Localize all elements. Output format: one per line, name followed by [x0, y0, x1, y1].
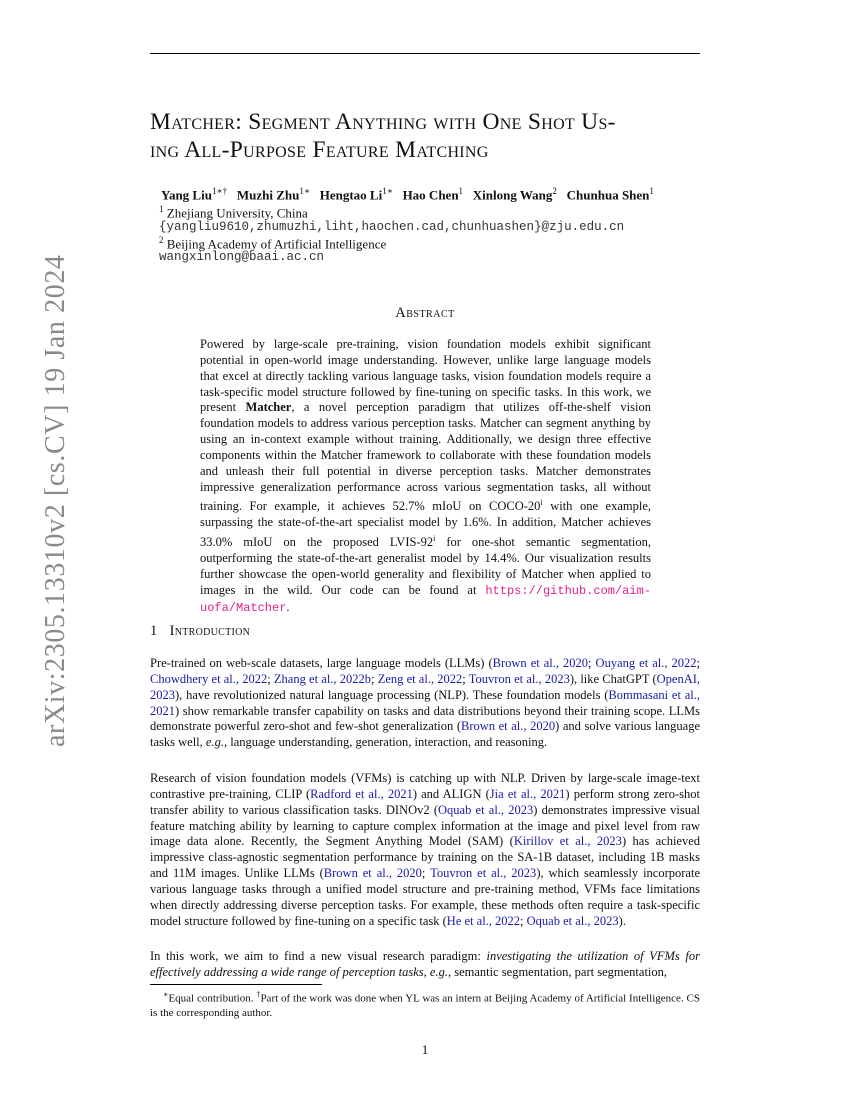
abstract-heading: Abstract	[395, 305, 455, 321]
body-text: ) demonstrates impressive visual feature matching ability by learning to capture complex information at the image and pixel level from raw image data alone. Recently, the Segment Anything Model (SAM) (	[150, 802, 700, 849]
body-text: In this work, we aim to find a new visual research paradigm:	[150, 949, 487, 963]
author-sup: 1∗	[299, 186, 310, 196]
citation-link[interactable]: OpenAI, 2023	[150, 671, 701, 702]
author-sup: 1∗	[382, 186, 393, 196]
footnote-rule	[150, 984, 322, 985]
author: Chunhua Shen	[566, 187, 650, 203]
author: Yang Liu	[161, 187, 212, 203]
author: Xinlong Wang	[472, 187, 553, 203]
author-sup: 2	[552, 186, 557, 196]
intro-paragraph-3	[150, 949, 700, 981]
title-line-1: Matcher: Segment Anything with One Shot Us-	[150, 109, 616, 135]
citation-link[interactable]: Bommasani et al., 2021	[150, 687, 700, 718]
body-text: ) has achieved impressive class-agnostic segmentation performance by training on the SA-1B dataset, including 1B masks and 11M images. Unlike LLMs (	[150, 834, 701, 881]
abstract-text: Powered by large-scale pre-training, vision foundation models exhibit significant potential in open-world image understanding. However, unlike large language models that excel at directly tackling various language tasks, vision foundation models require a task-specific model structure followed by fine-tuning on specific tasks. In this work, we present	[200, 337, 651, 415]
arxiv-stamp: arXiv:2305.13310v2 [cs.CV] 19 Jan 2024	[40, 254, 71, 747]
footnote	[150, 988, 700, 1020]
footnote-mark: ∗	[163, 990, 169, 999]
method-name: Matcher	[245, 400, 292, 415]
affiliation-email-2: wangxinlong@baai.ac.cn	[159, 250, 325, 264]
paper-title	[150, 108, 710, 164]
body-text: ) and ALIGN (	[412, 786, 490, 801]
citation-link[interactable]: Chowdhery et al., 2022	[150, 671, 268, 686]
body-text: ;	[371, 671, 378, 686]
body-text: Research of vision foundation models (VFMs) is catching up with NLP. Driven by large-scale image-text contrastive pre-training, CLIP (	[150, 771, 700, 801]
page-number: 1	[421, 1042, 429, 1057]
abstract-text: , a novel perception paradigm that utilizes off-the-shelf vision foundation models to address various perception tasks. Matcher can segment anything by using an in-context example without training. Additionally, we design three effective components within the Matcher framework to collaborate with these foundation models and unleash their full potential in diverse perception tasks. Matcher demonstrates impressive generalization performance across various segmentation tasks, all without training. For example, it achieves 52.7% mIoU on COCO-20	[200, 400, 651, 514]
body-text: e.g.	[429, 964, 448, 979]
citation-link[interactable]: Oquab et al., 2023	[438, 802, 534, 817]
body-text: ;	[462, 671, 469, 686]
affiliation-sup: 1	[159, 204, 164, 214]
citation-link[interactable]: Brown et al., 2020	[461, 719, 556, 734]
citation-link[interactable]: Brown et al., 2020	[492, 656, 589, 670]
author-sup: 1	[649, 186, 654, 196]
top-rule	[150, 53, 700, 54]
affiliation-email-1: {yangliu9610,zhumuzhi,liht,haochen.cad,chunhuashen}@zju.edu.cn	[159, 220, 625, 234]
author: Hengtao Li	[319, 187, 383, 203]
citation-link[interactable]: Oquab et al., 2023	[526, 913, 619, 928]
body-text: , semantic segmentation, part segmentation,	[447, 964, 668, 979]
citation-link[interactable]: Kirillov et al., 2023	[513, 834, 622, 849]
citation-link[interactable]: Zhang et al., 2022b	[273, 671, 372, 686]
body-text: e.g.	[205, 735, 224, 750]
citation-link[interactable]: Touvron et al., 2023	[430, 866, 537, 881]
citation-link[interactable]: Brown et al., 2020	[323, 866, 422, 881]
code-link[interactable]: https://github.com/aim-uofa/Matcher	[200, 583, 651, 615]
section-number: 1	[150, 623, 158, 639]
citation-link[interactable]: Ouyang et al., 2022	[595, 656, 697, 670]
citation-link[interactable]: Jia et al., 2021	[489, 786, 566, 801]
body-text: ), have revolutionized natural language processing (NLP). These foundation models (	[175, 687, 609, 702]
body-text: ).	[618, 913, 626, 928]
affiliation-name: Beijing Academy of Artificial Intelligence	[166, 236, 387, 252]
body-text: ;	[588, 656, 596, 670]
author: Muzhi Zhu	[236, 187, 300, 203]
intro-paragraph-1	[150, 656, 700, 751]
footnote-mark: †	[256, 990, 261, 999]
citation-link[interactable]: Zeng et al., 2022	[377, 671, 463, 686]
section-heading	[150, 623, 250, 640]
superscript: i	[540, 498, 543, 508]
body-text: ) show remarkable transfer capability on tasks and data distributions beyond their training scope. LLMs demonstrate powerful zero-shot and few-shot generalization (	[150, 703, 700, 734]
abstract-text: for one-shot semantic segmentation, outperforming the state-of-the-art generalist model by 14.4%. Our visualization results further showcase the open-world generality and flexibility of Matcher when applied to images in the wild. Our code can be found at	[200, 535, 652, 597]
body-text: Pre-trained on web-scale datasets, large language models (LLMs) (	[150, 656, 493, 670]
affiliation-1	[159, 204, 308, 221]
emphasis-text: investigating the utilization of VFMs for effectively addressing a wide range of perception tasks	[150, 949, 700, 979]
body-text: ;	[267, 671, 274, 686]
intro-paragraph-2	[150, 771, 700, 929]
author-list	[161, 186, 654, 203]
author-sup: 1	[458, 186, 464, 196]
affiliation-sup: 2	[159, 235, 164, 245]
body-text: ) perform strong zero-shot transfer ability to various classification tasks. DINOv2 (	[150, 786, 700, 817]
body-text: ,	[423, 964, 430, 979]
superscript: i	[433, 534, 436, 544]
author-sup: 1∗†	[211, 186, 228, 196]
abstract-text: with one example, surpassing the state-of-the-art specialist model by 1.6%. In addition, Matcher achieves 33.0% mIoU on the proposed LVIS-92	[200, 499, 651, 550]
footnote-text: Part of the work was done when YL was an intern at Beijing Academy of Artificial Intelligence. CS is the corresponding author.	[150, 992, 700, 1019]
body-text: ), which seamlessly incorporate various language tasks through a unified model structure and pre-training method, VFMs face limitations when directly addressing diverse perception tasks. For example, these methods often require a task-specific model structure followed by fine-tuning on a specific task (	[150, 866, 700, 928]
abstract-text: .	[286, 599, 290, 614]
citation-link[interactable]: Radford et al., 2021	[310, 786, 413, 801]
footnote-text: Equal contribution.	[168, 992, 257, 1005]
body-text: , language understanding, generation, interaction, and reasoning.	[223, 735, 548, 750]
citation-link[interactable]: Touvron et al., 2023	[468, 671, 570, 686]
body-text: ), like ChatGPT (	[569, 671, 657, 686]
affiliation-name: Zhejiang University, China	[166, 205, 308, 221]
author: Hao Chen	[402, 187, 459, 203]
abstract-body	[200, 337, 651, 617]
body-text: ;	[421, 866, 431, 881]
citation-link[interactable]: He et al., 2022	[446, 913, 521, 928]
body-text: ;	[520, 913, 527, 928]
body-text: ;	[696, 656, 700, 670]
section-title: Introduction	[169, 623, 251, 639]
title-line-2: ing All-Purpose Feature Matching	[150, 137, 489, 163]
body-text: ) and solve various language tasks well,	[150, 719, 700, 750]
